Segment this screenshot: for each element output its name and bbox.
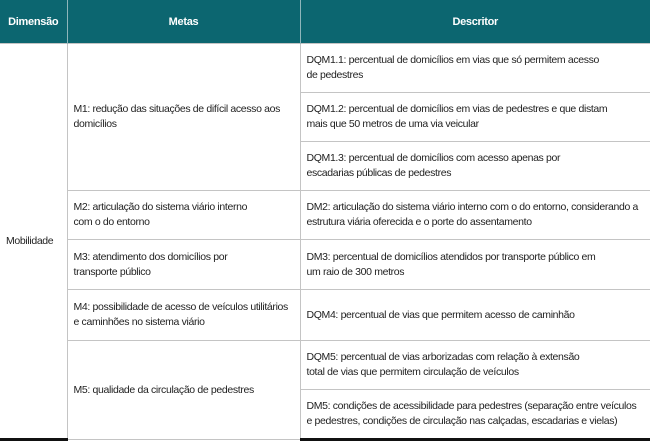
meta-cell: M1: redução das situações de difícil acesso aos domicílios — [67, 44, 300, 191]
descriptor-cell: DQM1.3: percentual de domicílios com acesso apenas por escadarias públicas de pedestres — [300, 142, 650, 191]
meta-cell: M2: articulação do sistema viário interno com o do entorno — [67, 191, 300, 240]
descriptor-cell: DQM5: percentual de vias arborizadas com relação à extensão total de vias que permitem circulação de veículos — [300, 341, 650, 390]
table-row — [0, 240, 650, 290]
meta-cell: M5: qualidade da circulação de pedestres — [67, 341, 300, 440]
descriptor-cell: DQM1.1: percentual de domicílios em vias que só permitem acesso de pedestres — [300, 44, 650, 93]
table-row — [0, 341, 650, 390]
table-row — [0, 290, 650, 341]
descriptor-cell: DM5: condições de acessibilidade para pedestres (separação entre veículos e pedestres, condições de circulação nas calçadas, escadarias e vielas) — [300, 390, 650, 440]
header-descritor: Descritor — [300, 0, 650, 44]
header-row — [0, 0, 650, 44]
meta-cell: M3: atendimento dos domicílios por transporte público — [67, 240, 300, 290]
descriptor-cell: DQM4: percentual de vias que permitem acesso de caminhão — [300, 290, 650, 341]
table-row — [0, 191, 650, 240]
meta-cell: M4: possibilidade de acesso de veículos utilitários e caminhões no sistema viário — [67, 290, 300, 341]
header-dimensao: Dimensão — [0, 0, 67, 44]
descriptor-cell: DM3: percentual de domicílios atendidos por transporte público em um raio de 300 metros — [300, 240, 650, 290]
header-metas: Metas — [67, 0, 300, 44]
descriptor-cell: DM2: articulação do sistema viário interno com o do entorno, considerando a estrutura viária oferecida e o porte do assentamento — [300, 191, 650, 240]
table-row — [0, 44, 650, 93]
descriptor-cell: DQM1.2: percentual de domicílios em vias de pedestres e que distam mais que 50 metros de uma via veicular — [300, 93, 650, 142]
dimension-cell: Mobilidade — [0, 44, 67, 440]
